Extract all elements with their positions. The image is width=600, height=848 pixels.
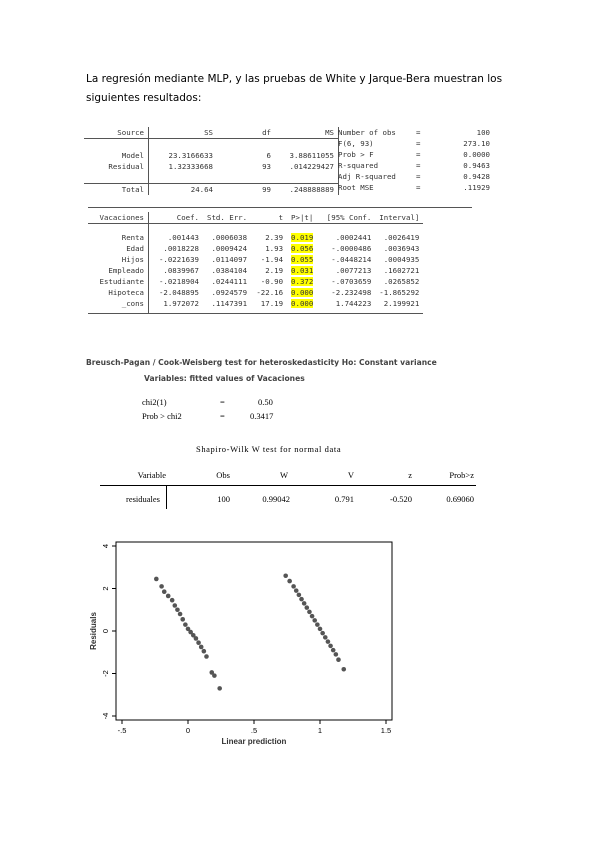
stat-label: Number of obs <box>338 128 396 137</box>
stat-value: 100 <box>476 128 490 137</box>
bp-test-subtitle: Variables: fitted values of Vacaciones <box>144 374 305 383</box>
coef-value: -2.048895 <box>158 288 199 297</box>
coef-t: 2.19 <box>265 266 284 275</box>
coef-hi: -1.865292 <box>379 288 420 297</box>
coef-header-row <box>88 212 423 224</box>
coef-p-highlight: 0.055 <box>291 255 314 264</box>
stat-value: .11929 <box>463 183 490 192</box>
data-point <box>315 622 320 627</box>
data-point <box>180 617 185 622</box>
y-axis-ticks <box>101 544 116 719</box>
coef-var: Edad <box>88 243 149 254</box>
coef-lo: .0002441 <box>335 233 372 242</box>
stat-value: 0.0000 <box>463 150 490 159</box>
coef-hi: .0004935 <box>383 255 420 264</box>
data-point <box>302 601 307 606</box>
coef-header-hi: Interval] <box>379 213 420 222</box>
y-tick-label: -2 <box>101 670 110 677</box>
coef-hi: .0026419 <box>383 233 420 242</box>
stat-row <box>334 171 494 182</box>
coef-hi: .0265852 <box>383 277 420 286</box>
stat-eq: = <box>416 172 421 181</box>
data-point <box>323 635 328 640</box>
data-point <box>318 627 323 632</box>
anova-row <box>84 161 339 172</box>
coef-var: Empleado <box>88 265 149 276</box>
anova-row <box>84 150 339 161</box>
anova-ss: 24.64 <box>190 185 213 194</box>
stat-eq: = <box>416 183 421 192</box>
coef-lo: -2.232498 <box>331 288 372 297</box>
data-point <box>166 594 171 599</box>
data-point <box>196 640 201 645</box>
anova-table <box>84 127 339 195</box>
data-point <box>194 636 199 641</box>
stat-eq: = <box>416 150 421 159</box>
anova-ms: .248888889 <box>275 184 339 196</box>
stat-eq: = <box>416 139 421 148</box>
coef-header-t: t <box>278 213 284 222</box>
coef-t: -0.90 <box>260 277 284 286</box>
sw-header-z: z <box>408 470 412 480</box>
coef-row <box>88 265 423 276</box>
sw-rule <box>100 485 476 486</box>
anova-df: 99 <box>262 185 271 194</box>
coef-lo: -.0000486 <box>331 244 372 253</box>
data-point <box>183 622 188 627</box>
x-axis-label: Linear prediction <box>221 737 287 746</box>
stat-eq: = <box>416 161 421 170</box>
y-axis-label: Residuals <box>89 612 98 650</box>
coef-var: _cons <box>88 298 149 309</box>
sw-vrule <box>166 485 167 509</box>
stat-label: F(6, 93) <box>338 139 374 148</box>
stat-eq: = <box>416 128 421 137</box>
coef-p-highlight: 0.031 <box>291 266 314 275</box>
coef-t: -1.94 <box>260 255 284 264</box>
stat-row <box>334 138 494 149</box>
sw-obs: 100 <box>217 494 230 504</box>
y-tick-label: 0 <box>101 628 110 634</box>
data-point <box>334 652 339 657</box>
coefficient-table <box>88 212 423 314</box>
coef-hi: .1602721 <box>383 266 420 275</box>
coef-p-highlight: 0.000 <box>291 288 314 297</box>
data-point <box>336 657 341 662</box>
stat-row <box>334 182 494 193</box>
stat-value: 273.10 <box>463 139 490 148</box>
data-point <box>299 597 304 602</box>
plot-frame <box>116 542 392 720</box>
data-point <box>312 618 317 623</box>
coef-row <box>88 287 423 298</box>
stat-label: Root MSE <box>338 183 374 192</box>
anova-header-ss: SS <box>204 128 213 137</box>
anova-source: Residual <box>84 161 149 172</box>
x-tick-label: -.5 <box>117 726 127 735</box>
data-point <box>326 639 331 644</box>
data-point <box>331 648 336 653</box>
coef-var: Hipoteca <box>88 287 149 298</box>
coef-lo: .0077213 <box>335 266 372 275</box>
data-point <box>159 584 164 589</box>
bp-prob-eq: = <box>220 411 225 421</box>
coef-header-coef: Coef. <box>176 213 199 222</box>
stat-row <box>334 160 494 171</box>
data-point <box>328 644 333 649</box>
sw-title: Shapiro-Wilk W test for normal data <box>196 444 342 454</box>
stat-label: Adj R-squared <box>338 172 396 181</box>
residual-scatter-chart <box>80 530 400 750</box>
coef-t: -22.16 <box>256 288 284 297</box>
coef-value: 1.972072 <box>163 299 199 308</box>
coef-lo: 1.744223 <box>335 299 372 308</box>
bp-chi-value: 0.50 <box>258 397 273 407</box>
coef-header-lo: [95% Conf. <box>326 213 372 222</box>
data-point <box>291 584 296 589</box>
data-point <box>320 631 325 636</box>
coef-p-highlight: 0.019 <box>291 233 314 242</box>
x-tick-label: 0 <box>185 726 191 735</box>
coef-value: .0018228 <box>163 244 199 253</box>
stat-value: 0.9428 <box>463 172 490 181</box>
data-point <box>162 589 167 594</box>
sw-header-variable: Variable <box>137 470 166 480</box>
data-point <box>199 645 204 650</box>
coef-se: .0924579 <box>211 288 248 297</box>
anova-row-total <box>84 184 339 196</box>
data-point <box>202 649 207 654</box>
anova-ss: 23.3166633 <box>168 151 213 160</box>
data-point <box>173 603 178 608</box>
data-point <box>305 605 310 610</box>
coef-var: Hijos <box>88 254 149 265</box>
coef-se: .0114097 <box>211 255 248 264</box>
coef-lo: -.0703659 <box>331 277 372 286</box>
coef-value: .001443 <box>167 233 199 242</box>
coef-p-highlight: 0.372 <box>291 277 314 286</box>
anova-ss: 1.32333668 <box>168 162 213 171</box>
anova-ms: 3.88611055 <box>275 150 339 161</box>
sw-header-w: W <box>279 470 288 480</box>
bp-chi-eq: = <box>220 397 225 407</box>
bp-chi-label: chi2(1) <box>142 397 167 407</box>
sw-prob: 0.69060 <box>446 494 474 504</box>
x-tick-label: 1.5 <box>380 726 392 735</box>
sw-z: -0.520 <box>390 494 412 504</box>
anova-header-ms: MS <box>275 127 339 139</box>
coef-header-se: Std. Err. <box>207 213 248 222</box>
bp-prob-value: 0.3417 <box>250 411 274 421</box>
coef-value: -.0218904 <box>158 277 199 286</box>
sw-variable: residuales <box>126 494 160 504</box>
coef-header-var: Vacaciones <box>88 212 149 224</box>
model-stats <box>334 127 494 193</box>
stat-row <box>334 127 494 138</box>
coef-value: .0839967 <box>163 266 199 275</box>
coef-row <box>88 298 423 309</box>
coef-row <box>88 243 423 254</box>
x-tick-label: 1 <box>317 726 323 735</box>
data-point <box>154 577 159 582</box>
coef-se: .0384104 <box>211 266 248 275</box>
stat-label: R-squared <box>338 161 379 170</box>
coef-var: Renta <box>88 232 149 243</box>
coef-row <box>88 232 423 243</box>
coef-t: 1.93 <box>265 244 284 253</box>
coef-se: .0006038 <box>211 233 248 242</box>
anova-source: Total <box>84 184 149 196</box>
sw-header-obs: Obs <box>216 470 230 480</box>
data-point <box>310 614 315 619</box>
y-tick-label: 2 <box>101 586 110 591</box>
coef-header-p: P>|t| <box>291 213 314 222</box>
coef-hi: .0036943 <box>383 244 420 253</box>
coef-row <box>88 254 423 265</box>
data-point <box>170 598 175 603</box>
y-tick-label: 4 <box>101 543 110 549</box>
anova-source: Model <box>84 150 149 161</box>
stat-value: 0.9463 <box>463 161 490 170</box>
data-point <box>297 593 302 598</box>
x-tick-label: .5 <box>250 726 258 735</box>
data-point <box>294 588 299 593</box>
sw-w: 0.99042 <box>262 494 290 504</box>
coef-t: 17.19 <box>260 299 284 308</box>
data-point <box>217 686 222 691</box>
coef-lo: -.0448214 <box>331 255 372 264</box>
coef-p-highlight: 0.000 <box>291 299 314 308</box>
bp-prob-label: Prob > chi2 <box>142 411 182 421</box>
anova-header-row <box>84 127 339 139</box>
coef-value: -.0221639 <box>158 255 199 264</box>
data-point <box>307 610 312 615</box>
coef-top-rule <box>88 207 472 208</box>
data-point <box>175 607 180 612</box>
coef-se: .0244111 <box>211 277 248 286</box>
anova-df: 6 <box>266 151 271 160</box>
stat-row <box>334 149 494 160</box>
coef-row <box>88 276 423 287</box>
anova-ms: .014229427 <box>275 161 339 172</box>
anova-header-source: Source <box>84 127 149 139</box>
data-point <box>341 667 346 672</box>
data-point <box>283 573 288 578</box>
x-axis-ticks <box>118 720 392 735</box>
bp-test-title: Breusch-Pagan / Cook-Weisberg test for heteroskedasticity Ho: Constant variance <box>86 358 437 367</box>
anova-df: 93 <box>262 162 271 171</box>
coef-se: .0009424 <box>211 244 248 253</box>
coef-p-highlight: 0.056 <box>291 244 314 253</box>
y-tick-label: -4 <box>101 712 110 720</box>
data-point <box>204 654 209 659</box>
coef-var: Estudiante <box>88 276 149 287</box>
coef-se: .1147391 <box>211 299 248 308</box>
intro-paragraph: La regresión mediante MLP, y las pruebas de White y Jarque-Bera muestran los siguientes resultados: <box>86 73 503 104</box>
sw-header-v: V <box>347 470 354 480</box>
coef-t: 2.39 <box>265 233 284 242</box>
data-point <box>287 579 292 584</box>
anova-header-df: df <box>262 128 271 137</box>
stat-label: Prob > F <box>338 150 374 159</box>
data-point <box>212 673 217 678</box>
data-point <box>178 612 183 617</box>
coef-hi: 2.199921 <box>383 299 420 308</box>
sw-v: 0.791 <box>334 494 354 504</box>
sw-header-prob: Prob>z <box>449 470 474 480</box>
